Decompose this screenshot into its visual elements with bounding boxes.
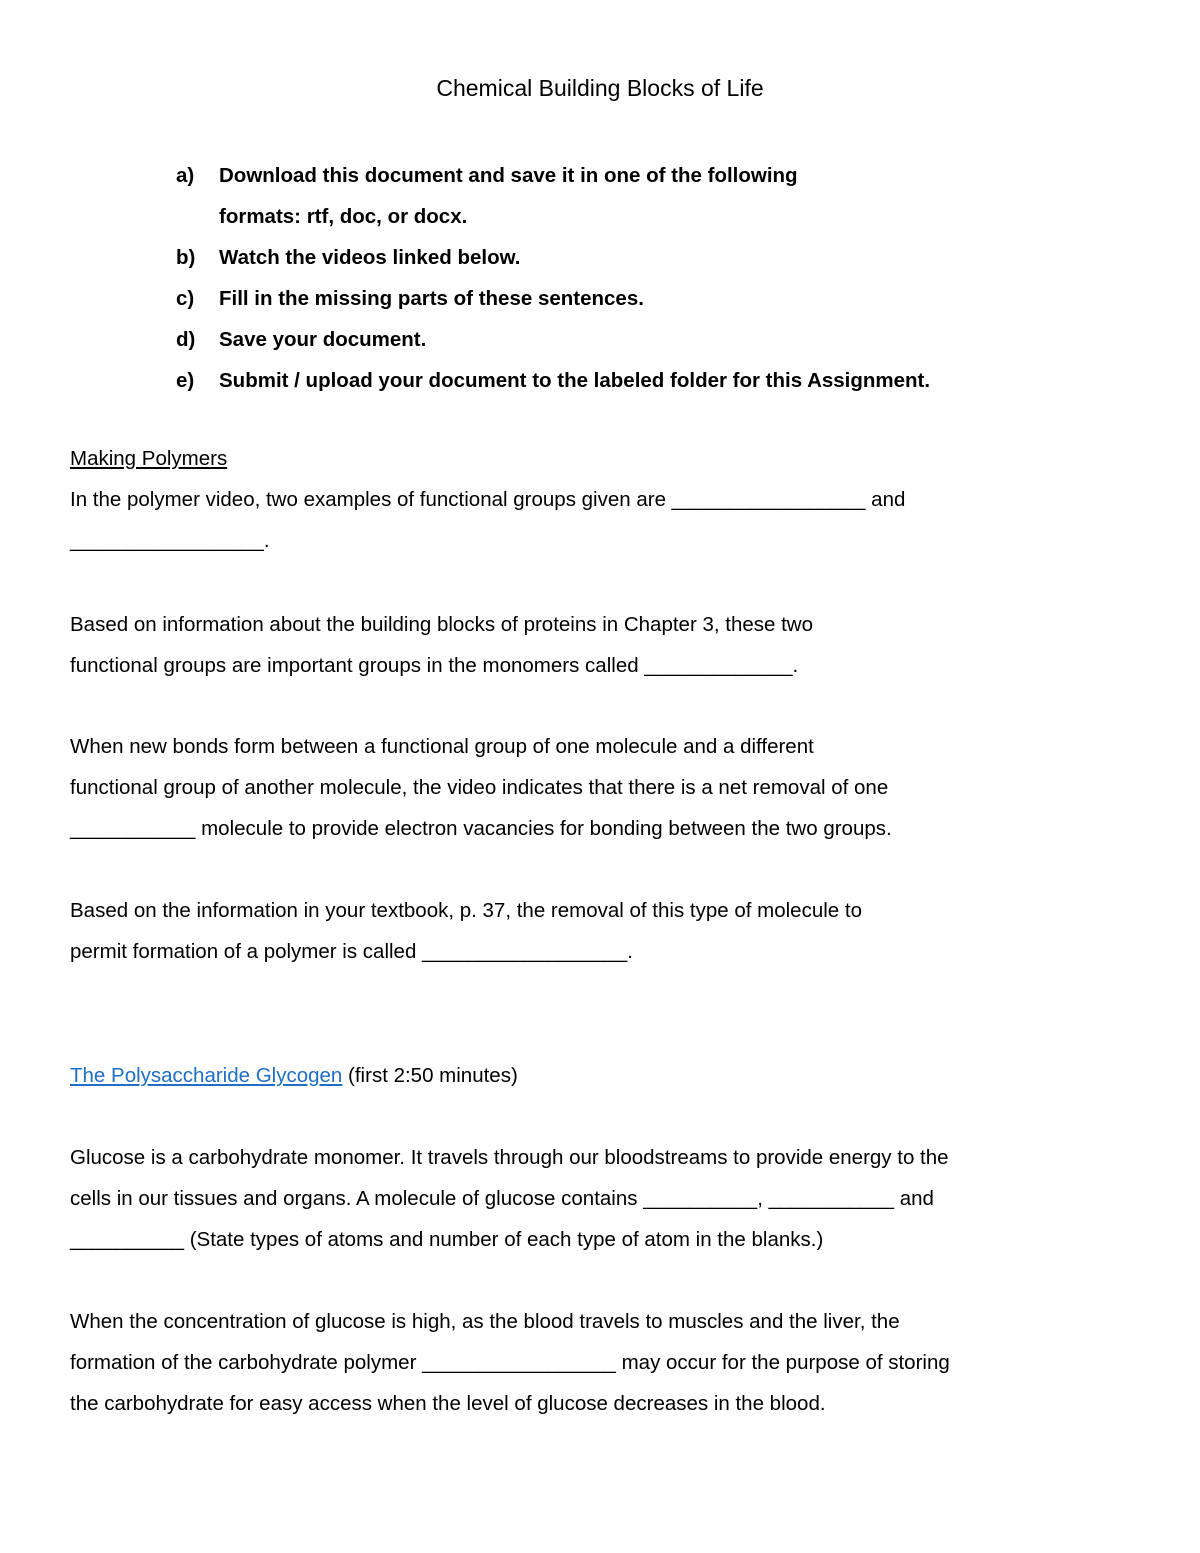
- video-duration-note: (first 2:50 minutes): [342, 1064, 518, 1087]
- instruction-line: Download this document and save it in one of the following: [219, 164, 798, 187]
- paragraph: [70, 479, 1130, 561]
- paragraph-line: Based on information about the building blocks of proteins in Chapter 3, these two: [70, 613, 814, 636]
- instruction-letter: b): [176, 246, 196, 269]
- making-polymers-heading: Making Polymers: [70, 447, 228, 470]
- instruction-text: Save your document.: [219, 328, 427, 351]
- paragraph: [70, 890, 1130, 972]
- paragraph-line: permit formation of a polymer is called __________________.: [70, 940, 633, 963]
- paragraph-line: functional groups are important groups in the monomers called _____________.: [70, 654, 799, 677]
- instruction-text: [219, 155, 1076, 237]
- paragraph-line: When new bonds form between a functional group of one molecule and a different: [70, 735, 814, 758]
- instruction-letter: e): [176, 369, 195, 392]
- paragraph-line: Based on the information in your textbook, p. 37, the removal of this type of molecule to: [70, 899, 862, 922]
- paragraph: [70, 1137, 1130, 1260]
- instruction-letter: a): [176, 164, 195, 187]
- instruction-line: formats: rtf, doc, or docx.: [219, 205, 468, 228]
- section-making-polymers: [70, 438, 1130, 561]
- instruction-item: [176, 278, 1076, 319]
- paragraph-line: the carbohydrate for easy access when the level of glucose decreases in the blood.: [70, 1392, 826, 1415]
- instruction-text: Submit / upload your document to the labeled folder for this Assignment.: [219, 369, 931, 392]
- paragraph-line: In the polymer video, two examples of functional groups given are _________________ and: [70, 488, 906, 511]
- paragraph-line: __________ (State types of atoms and number of each type of atom in the blanks.): [70, 1228, 824, 1251]
- instruction-letter: d): [176, 328, 196, 351]
- section-heading: [70, 438, 1130, 479]
- paragraph-line: cells in our tissues and organs. A molecule of glucose contains __________, ___________ and: [70, 1187, 934, 1210]
- paragraph: [70, 726, 1130, 849]
- instruction-list: [176, 155, 1076, 401]
- paragraph-line: functional group of another molecule, the video indicates that there is a net removal of one: [70, 776, 889, 799]
- instruction-item: [176, 319, 1076, 360]
- instruction-text: Fill in the missing parts of these sentences.: [219, 287, 644, 310]
- document-title: Chemical Building Blocks of Life: [436, 75, 764, 101]
- instruction-text: Watch the videos linked below.: [219, 246, 521, 269]
- glycogen-video-link[interactable]: The Polysaccharide Glycogen: [70, 1064, 343, 1087]
- paragraph-line: _________________.: [70, 529, 270, 552]
- instruction-item: [176, 360, 1076, 401]
- paragraph-line: Glucose is a carbohydrate monomer. It travels through our bloodstreams to provide energy to the: [70, 1146, 949, 1169]
- paragraph-line: When the concentration of glucose is high, as the blood travels to muscles and the liver, the: [70, 1310, 900, 1333]
- paragraph-line: ___________ molecule to provide electron vacancies for bonding between the two groups.: [70, 817, 892, 840]
- video-link-line: [70, 1055, 1130, 1096]
- paragraph: [70, 604, 1130, 686]
- paragraph-line: formation of the carbohydrate polymer _________________ may occur for the purpose of storing: [70, 1351, 950, 1374]
- paragraph: [70, 1301, 1130, 1424]
- instruction-letter: c): [176, 287, 195, 310]
- instruction-item: [176, 155, 1076, 237]
- instruction-item: [176, 237, 1076, 278]
